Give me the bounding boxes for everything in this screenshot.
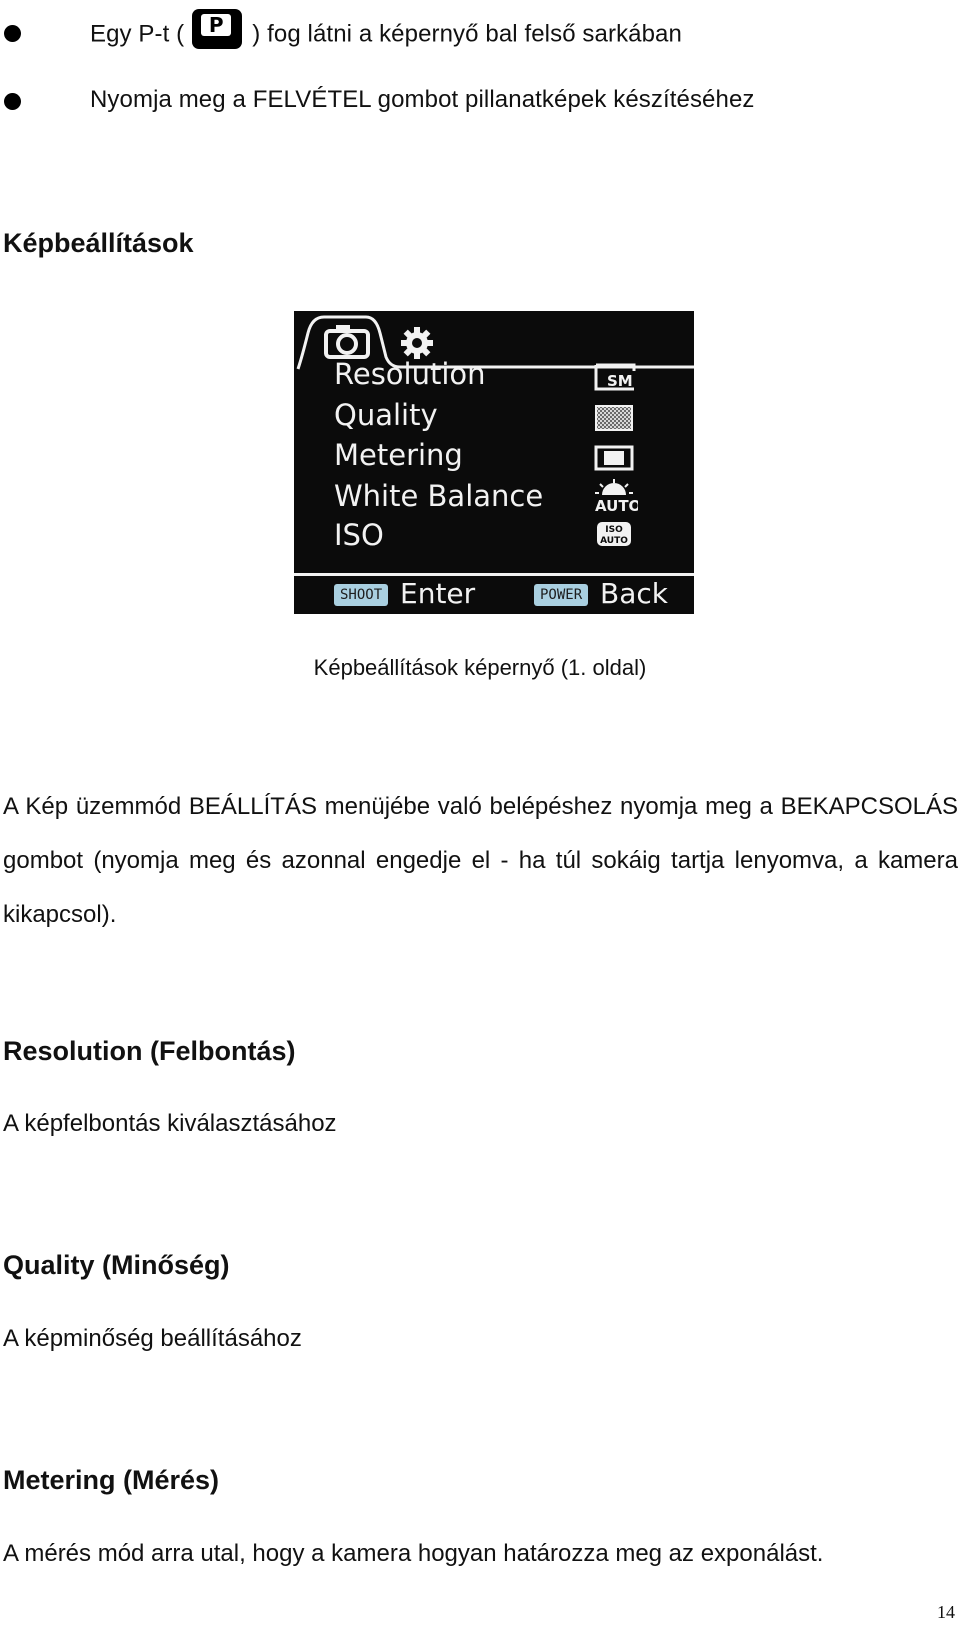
section-text-metering: A mérés mód arra utal, hogy a kamera hogyan határozza meg az exponálást. (3, 1540, 824, 1567)
white-balance-badge: AUTO (595, 497, 638, 513)
power-key-badge: POWER (534, 584, 588, 606)
section-heading-metering: Metering (Mérés) (3, 1465, 220, 1495)
section-heading-resolution: Resolution (Felbontás) (3, 1036, 296, 1066)
section-text-quality: A képminőség beállításához (3, 1325, 302, 1352)
iso-auto-icon (594, 521, 634, 549)
figure-caption: Képbeállítások képernyő (1. oldal) (313, 655, 647, 680)
resolution-badge: SM (607, 372, 633, 390)
enter-label: Enter (400, 577, 476, 610)
iso-badge-top: ISO (605, 525, 623, 535)
intro-paragraph: A Kép üzemmód BEÁLLÍTÁS menüjébe való belépéshez nyomja meg a BEKAPCSOLÁS gombot (nyomja meg és azonnal engedje el - ha túl sokáig tartja lenyomva, a kamera kikapcsol). (3, 793, 958, 928)
bullet-item-shoot: Nyomja meg a FELVÉTEL gombot pillanatképek készítéséhez (90, 86, 755, 113)
section-heading-quality: Quality (Minőség) (3, 1250, 230, 1280)
iso-badge-bottom: AUTO (600, 536, 628, 546)
section-title: Képbeállítások (3, 228, 194, 258)
bullet-item-p-icon (90, 15, 682, 55)
p-mode-letter: P (201, 14, 231, 36)
bullet-text-before: Egy P-t ( (90, 20, 185, 48)
menu-item-iso: ISO (334, 518, 384, 552)
metering-center-icon (594, 444, 634, 472)
section-text-resolution: A képfelbontás kiválasztásához (3, 1110, 337, 1137)
menu-item-quality: Quality (334, 398, 438, 432)
page-number: 14 (937, 1602, 955, 1622)
p-mode-icon (192, 9, 242, 49)
white-balance-auto-icon (594, 479, 638, 513)
shoot-key-badge: SHOOT (334, 584, 388, 606)
camera-footer-bar (294, 573, 694, 614)
bullet-dot (4, 93, 21, 110)
bullet-text-after: ) fog látni a képernyő bal felső sarkában (252, 20, 682, 48)
gear-icon (399, 325, 435, 361)
bullet-dot (4, 25, 21, 42)
menu-item-white-balance: White Balance (334, 479, 544, 513)
camera-settings-screen (294, 311, 694, 611)
back-label: Back (600, 577, 668, 610)
quality-grid-icon (594, 404, 634, 432)
menu-item-metering: Metering (334, 438, 463, 472)
resolution-sm-icon (594, 363, 634, 391)
menu-item-resolution: Resolution (334, 357, 486, 391)
